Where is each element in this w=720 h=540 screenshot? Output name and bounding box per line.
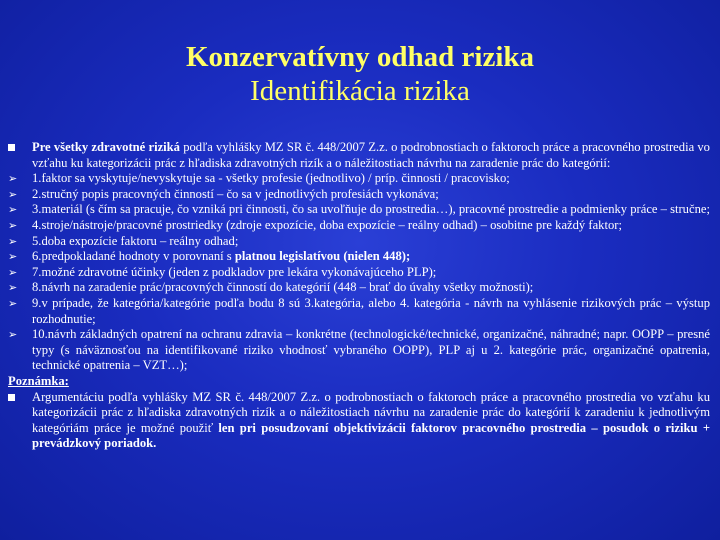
square-bullet-icon (8, 390, 22, 406)
arrow-bullet-icon: ➢ (8, 265, 18, 279)
slide-title: Konzervatívny odhad rizika (185, 41, 534, 73)
arrow-bullet-icon: ➢ (8, 203, 18, 217)
list-item: ➢ 7.možné zdravotné účinky (jeden z podkladov pre lekára vykonávajúceho PLP); (8, 264, 437, 279)
arrow-bullet-icon: ➢ (8, 328, 18, 342)
note-text: Argumentáciu podľa vyhlášky MZ SR č. 448/2007 Z.z. o podrobnostiach o faktoroch práce a pracovného prostredia vo vzťahu ku kategorizácii prác z hľadiska zdravotných rizík a o náležitostiach návrhu na zaradenie prác do kategórií k zaradeniu k jednotlivým kategóriám práce je možné použiť (32, 389, 710, 435)
list-item: ➢ 5.doba expozície faktoru – reálny odhad; (8, 233, 239, 248)
list-item: ➢ 8.návrh na zaradenie prác/pracovných činností do kategórií (448 – brať do úvahy všetky možnosti); (8, 280, 534, 295)
list-item: ➢ 9.v prípade, že kategória/kategórie podľa bodu 8 sú 3.kategória, alebo 4. kategória - návrh na vyhlásenie rizikových prác – výstup rozhodnutie; (8, 295, 710, 326)
intro-paragraph (8, 140, 710, 171)
list-item: ➢ 2.stručný popis pracovných činností – čo sa v jednotlivých profesiách vykonáva; (8, 186, 439, 201)
arrow-bullet-icon: ➢ (8, 296, 18, 310)
arrow-bullet-icon: ➢ (8, 218, 18, 232)
arrow-bullet-icon: ➢ (8, 281, 18, 295)
slide-subtitle: Identifikácia rizika (250, 75, 470, 107)
arrow-bullet-icon: ➢ (8, 187, 18, 201)
note-paragraph (8, 390, 710, 452)
title-block (0, 40, 720, 108)
arrow-bullet-icon: ➢ (8, 234, 18, 248)
note-title: Poznámka: (8, 373, 69, 388)
item6-bold: platnou legislatívou (nielen 448); (234, 249, 411, 264)
arrow-bullet-icon: ➢ (8, 172, 18, 186)
list-item: ➢ 3.materiál (s čím sa pracuje, čo vzniká pri činnosti, čo sa uvoľňuje do prostredia…), pracovné prostredie a podmienky práce – stručne; (8, 202, 710, 217)
list-item: ➢ 4.stroje/nástroje/pracovné prostriedky (zdroje expozície, doba expozície – reálny odhad) – osobitne pre každý faktor; (8, 217, 622, 232)
list-item: ➢ 6.predpokladané hodnoty v porovnaní s platnou legislatívou (nielen 448); (8, 249, 411, 264)
content (8, 140, 710, 452)
list-item: ➢ 10.návrh základných opatrení na ochranu zdravia – konkrétne (technologické/technické, organizačné, náhradné; napr. OOPP – presné typy (s náväznosťou na identifikované riziko vhodnosť vybraného OOPP), PLP aj u 2. kategórie prác, organizačné opatrenia, technické opatrenia – VZT…); (8, 327, 710, 373)
intro-text: podľa vyhlášky MZ SR č. 448/2007 Z.z. o podrobnostiach o faktoroch práce a pracovného prostredia vo vzťahu ku kategorizácii prác z hľadiska zdravotných rizík a o náležitostiach návrhu na zaradenie prác do kategórií: (32, 140, 710, 170)
list-item: ➢ 1.faktor sa vyskytuje/nevyskytuje sa - všetky profesie (jednotlivo) / príp. činnosti / pracovisko; (8, 171, 510, 186)
intro-bold: Pre všetky zdravotné riziká (32, 140, 180, 154)
note-bold: len pri posudzovaní objektivizácii faktorov pracovného prostredia – posudok o riziku + prevádzkový poriadok. (32, 420, 711, 451)
arrow-bullet-icon: ➢ (8, 250, 18, 264)
square-bullet-icon (8, 140, 22, 156)
